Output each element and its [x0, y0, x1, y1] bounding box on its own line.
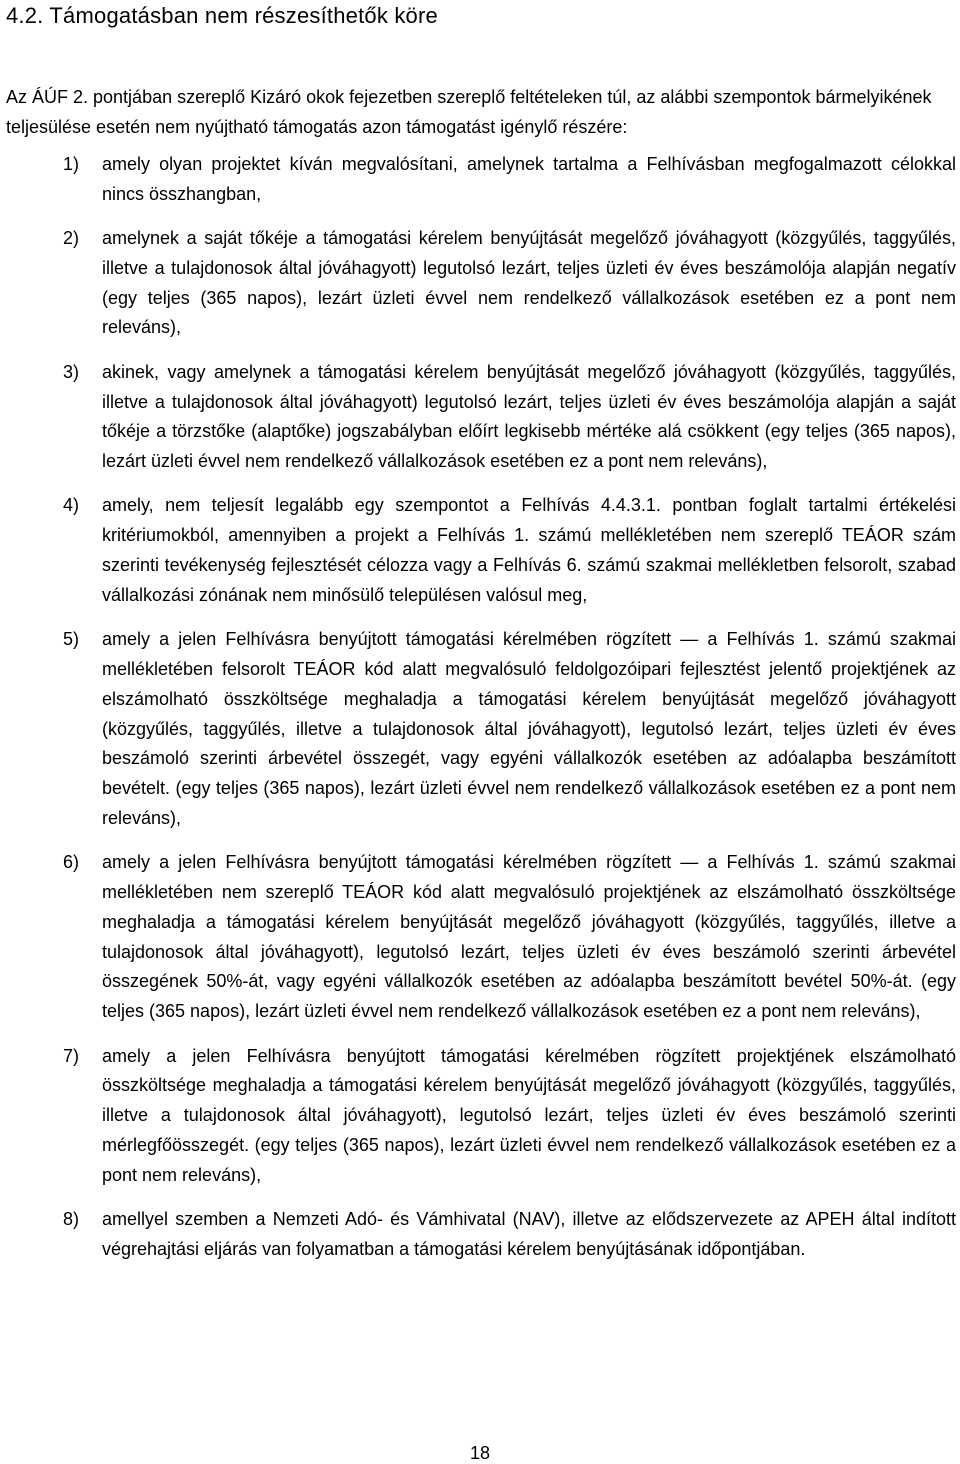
list-item-text: amellyel szemben a Nemzeti Adó- és Vámhivatal (NAV), illetve az elődszervezete az APEH által indított végrehajtási eljárás van folyamatban a támogatási kérelem benyújtásának időpontjában. — [102, 1209, 956, 1259]
list-item-number: 1) — [63, 154, 80, 174]
list-item — [0, 1042, 960, 1191]
list-item-text: amely, nem teljesít legalább egy szempontot a Felhívás 4.4.3.1. pontban foglalt tartalmi értékelési kritériumokból, amennyiben a projekt a Felhívás 1. számú mellékletében nem szereplő TEÁOR szám szerinti tevékenység fejlesztését célozza vagy a Felhívás 6. számú szakmai mellékletben felsorolt, szabad vállalkozási zónának nem minősülő településen valósul meg, — [102, 495, 956, 605]
list-item — [0, 358, 960, 477]
list-item-text: amelynek a saját tőkéje a támogatási kérelem benyújtását megelőző jóváhagyott (közgyűlés, taggyűlés, illetve a tulajdonosok által jóváhagyott) legutolsó lezárt, teljes üzleti év éves beszámolója alapján negatív (egy teljes (365 napos), lezárt üzleti évvel nem rendelkező vállalkozások esetében ez a pont nem releváns), — [102, 228, 956, 338]
list-item — [0, 224, 960, 343]
list-item — [0, 150, 960, 210]
section-heading: 4.2. Támogatásban nem részesíthetők köre — [6, 3, 438, 28]
list-item-number: 7) — [63, 1045, 80, 1066]
list-item-number: 6) — [63, 852, 80, 873]
list-item-number: 8) — [63, 1209, 80, 1229]
list-item-number: 5) — [63, 629, 80, 650]
list-item-number: 4) — [63, 495, 80, 516]
list-item-text: amely a jelen Felhívásra benyújtott támogatási kérelmében rögzített — a Felhívás 1. számú szakmai mellékletében nem szereplő TEÁOR kód alatt megvalósuló projektjének az elszámolható összköltsége meghaladja a támogatási kérelem benyújtását megelőző jóváhagyott (közgyűlés, taggyűlés, illetve a tulajdonosok által jóváhagyott), legutolsó lezárt, teljes üzleti év éves beszámoló szerinti árbevétel összegének 50%-át, vagy egyéni vállalkozók esetében az adóalapba beszámított bevétel 50%-át. (egy teljes (365 napos), lezárt üzleti évvel nem rendelkező vállalkozások esetében ez a pont nem releváns), — [102, 852, 956, 1022]
list-item — [0, 1205, 960, 1265]
exclusion-list — [0, 150, 960, 1279]
list-item — [0, 491, 960, 610]
list-item-text: akinek, vagy amelynek a támogatási kérelem benyújtását megelőző jóváhagyott (közgyűlés, taggyűlés, illetve a tulajdonosok által jóváhagyott) legutolsó lezárt, teljes üzleti év éves beszámolója alapján a saját tőkéje a törzstőke (alaptőke) jogszabályban előírt legkisebb mértéke alá csökkent (egy teljes (365 napos), lezárt üzleti évvel nem rendelkező vállalkozások esetében ez a pont nem releváns), — [102, 361, 956, 472]
page-number: 18 — [469, 1443, 491, 1463]
list-item — [0, 848, 960, 1027]
list-item-number: 3) — [63, 361, 80, 382]
list-item-text: amely a jelen Felhívásra benyújtott támogatási kérelmében rögzített — a Felhívás 1. számú szakmai mellékletében felsorolt TEÁOR kód alatt megvalósuló feldolgozóipari fejlesztést jelentő projektjének az elszámolható összköltsége meghaladja a támogatási kérelem benyújtását megelőző jóváhagyott (közgyűlés, taggyűlés, illetve a tulajdonosok által jóváhagyott), legutolsó lezárt, teljes üzleti év éves beszámoló szerinti árbevétel összegét, vagy egyéni vállalkozók esetében az adóalapba beszámított bevételt. (egy teljes (365 napos), lezárt üzleti évvel nem rendelkező vállalkozások esetében ez a pont nem releváns), — [102, 629, 956, 828]
list-item-number: 2) — [63, 228, 80, 249]
intro-paragraph: Az ÁÚF 2. pontjában szereplő Kizáró okok fejezetben szereplő feltételeken túl, az alábbi szempontok bármelyikének teljesülése esetén nem nyújtható támogatás azon támogatást igénylő részére: — [6, 87, 932, 137]
list-item-text: amely olyan projektet kíván megvalósítani, amelynek tartalma a Felhívásban megfogalmazott célokkal nincs összhangban, — [102, 154, 956, 204]
list-item-text: amely a jelen Felhívásra benyújtott támogatási kérelmében rögzített projektjének elszámolható összköltsége meghaladja a támogatási kérelem benyújtását megelőző jóváhagyott (közgyűlés, taggyűlés, illetve a tulajdonosok által jóváhagyott), legutolsó lezárt, teljes üzleti év éves beszámoló szerinti mérlegfőösszegét. (egy teljes (365 napos), lezárt üzleti évvel nem rendelkező vállalkozások esetében ez a pont nem releváns), — [102, 1045, 956, 1185]
list-item — [0, 625, 960, 834]
